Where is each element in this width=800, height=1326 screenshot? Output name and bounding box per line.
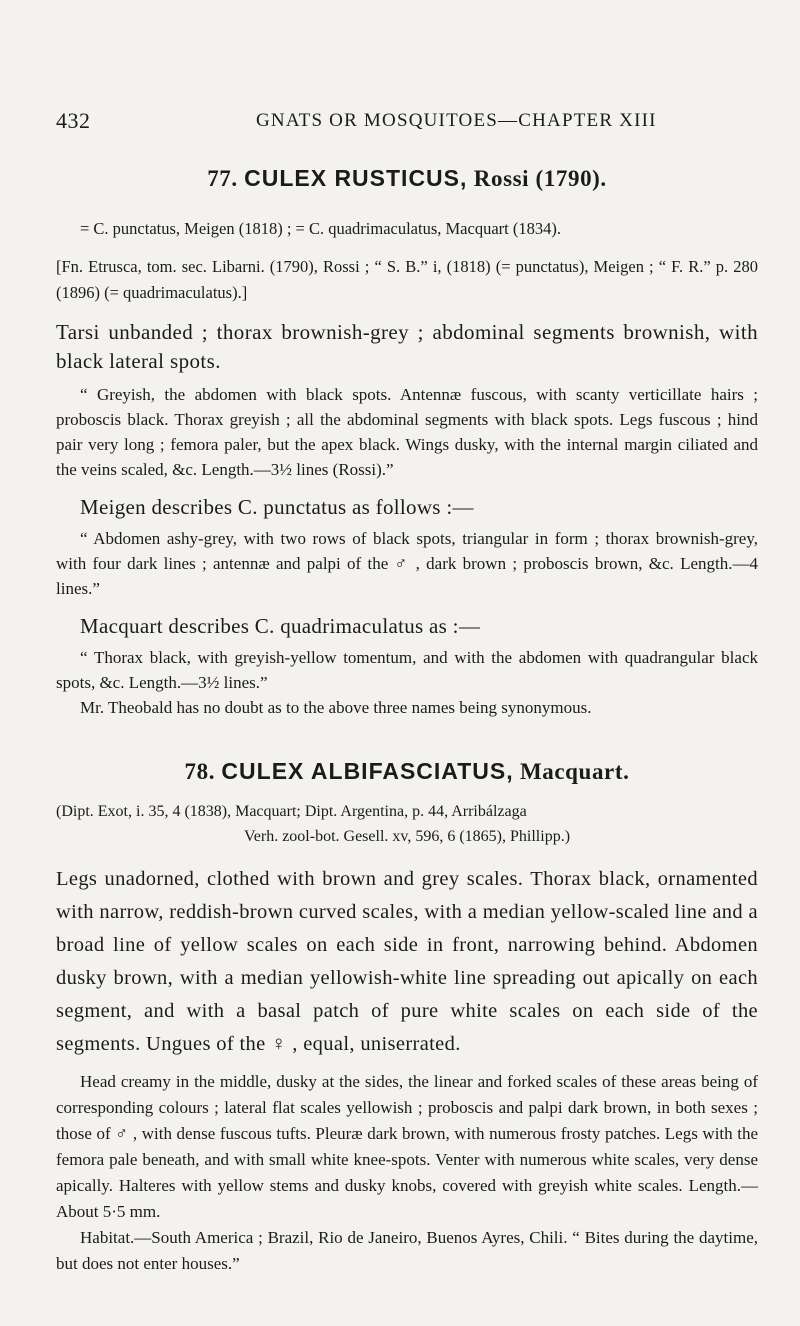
section-78-author: Macquart. <box>519 759 630 784</box>
running-head: GNATS OR MOSQUITOES—CHAPTER XIII <box>256 110 657 131</box>
section-77-number: 77. <box>207 166 238 191</box>
section-77-title <box>56 165 758 192</box>
section-78-number: 78. <box>184 759 216 784</box>
page-header <box>56 108 760 138</box>
section-77-diagnosis: Tarsi unbanded ; thorax brownish-grey ; abdominal segments brownish, with black lateral spots. <box>56 320 758 373</box>
section-78-title <box>56 758 758 785</box>
section-77-author: Rossi (1790). <box>473 166 607 191</box>
section-78-description: Head creamy in the middle, dusky at the sides, the linear and forked scales of these areas being of corresponding colours ; lateral flat scales yellowish ; proboscis and palpi dark brown, in both sexes ; those of ♂ , with dense fuscous tufts. Pleuræ dark brown, with numerous frosty patches. Legs with the femora pale beneath, and with small white knee-spots. Venter with numerous white scales, very dense apically. Halteres with yellow stems and dusky knobs, covered with greyish white scales. Length.—About 5·5 mm. <box>56 1072 758 1221</box>
section-77-synonymy-2: [Fn. Etrusca, tom. sec. Libarni. (1790), Rossi ; “ S. B.” i, (1818) (= punctatus), Meigen ; “ F. R.” p. 280 (1896) (= quadrimaculatus).] <box>56 257 758 302</box>
meigen-heading: Meigen describes C. punctatus as follows :— <box>80 495 474 519</box>
meigen-text: “ Abdomen ashy-grey, with two rows of black spots, triangular in form ; thorax brownish-grey, with four dark lines ; antennæ and palpi of the ♂ , dark brown ; proboscis brown, &c. Length.—4 lines.” <box>56 529 758 598</box>
macquart-heading: Macquart describes C. quadrimaculatus as :— <box>80 614 481 638</box>
page-content <box>56 165 758 1277</box>
page-number: 432 <box>56 108 91 133</box>
section-78-habitat: Habitat.—South America ; Brazil, Rio de Janeiro, Buenos Ayres, Chili. “ Bites during the daytime, but does not enter houses.” <box>56 1228 758 1273</box>
macquart-text: “ Thorax black, with greyish-yellow tomentum, and with the abdomen with quadrangular black spots, &c. Length.—3½ lines.” <box>56 648 758 692</box>
section-78-reference-line-2: Verh. zool-bot. Gesell. xv, 596, 6 (1865), Phillipp.) <box>243 828 571 845</box>
section-77-synonymy-1: = C. punctatus, Meigen (1818) ; = C. quadrimaculatus, Macquart (1834). <box>80 219 561 238</box>
section-77-description: “ Greyish, the abdomen with black spots. Antennæ fuscous, with scanty verticillate hairs ; proboscis black. Thorax greyish ; all the abdominal segments with black spots. Legs fuscous ; hind pair very long ; femora paler, but the apex black. Wings dusky, with the internal margin ciliated and the veins scaled, &c. Length.—3½ lines (Rossi).” <box>56 385 758 479</box>
theobald-note: Mr. Theobald has no doubt as to the above three names being synonymous. <box>80 698 592 717</box>
section-77-species: CULEX RUSTICUS, <box>244 165 468 191</box>
section-78-reference <box>56 799 758 849</box>
section-78-reference-line-1: (Dipt. Exot, i. 35, 4 (1838), Macquart; Dipt. Argentina, p. 44, Arribálzaga <box>56 803 527 820</box>
section-78-diagnosis: Legs unadorned, clothed with brown and grey scales. Thorax black, ornamented with narrow, reddish-brown curved scales, with a median yellow-scaled line and a broad line of yellow scales on each side in front, narrowing behind. Abdomen dusky brown, with a median yellowish-white line spreading out apically on each segment, and with a basal patch of pure white scales on each side of the segments. Ungues of the ♀ , equal, uniserrated. <box>56 868 758 1055</box>
section-78-species: CULEX ALBIFASCIATUS, <box>221 758 514 784</box>
